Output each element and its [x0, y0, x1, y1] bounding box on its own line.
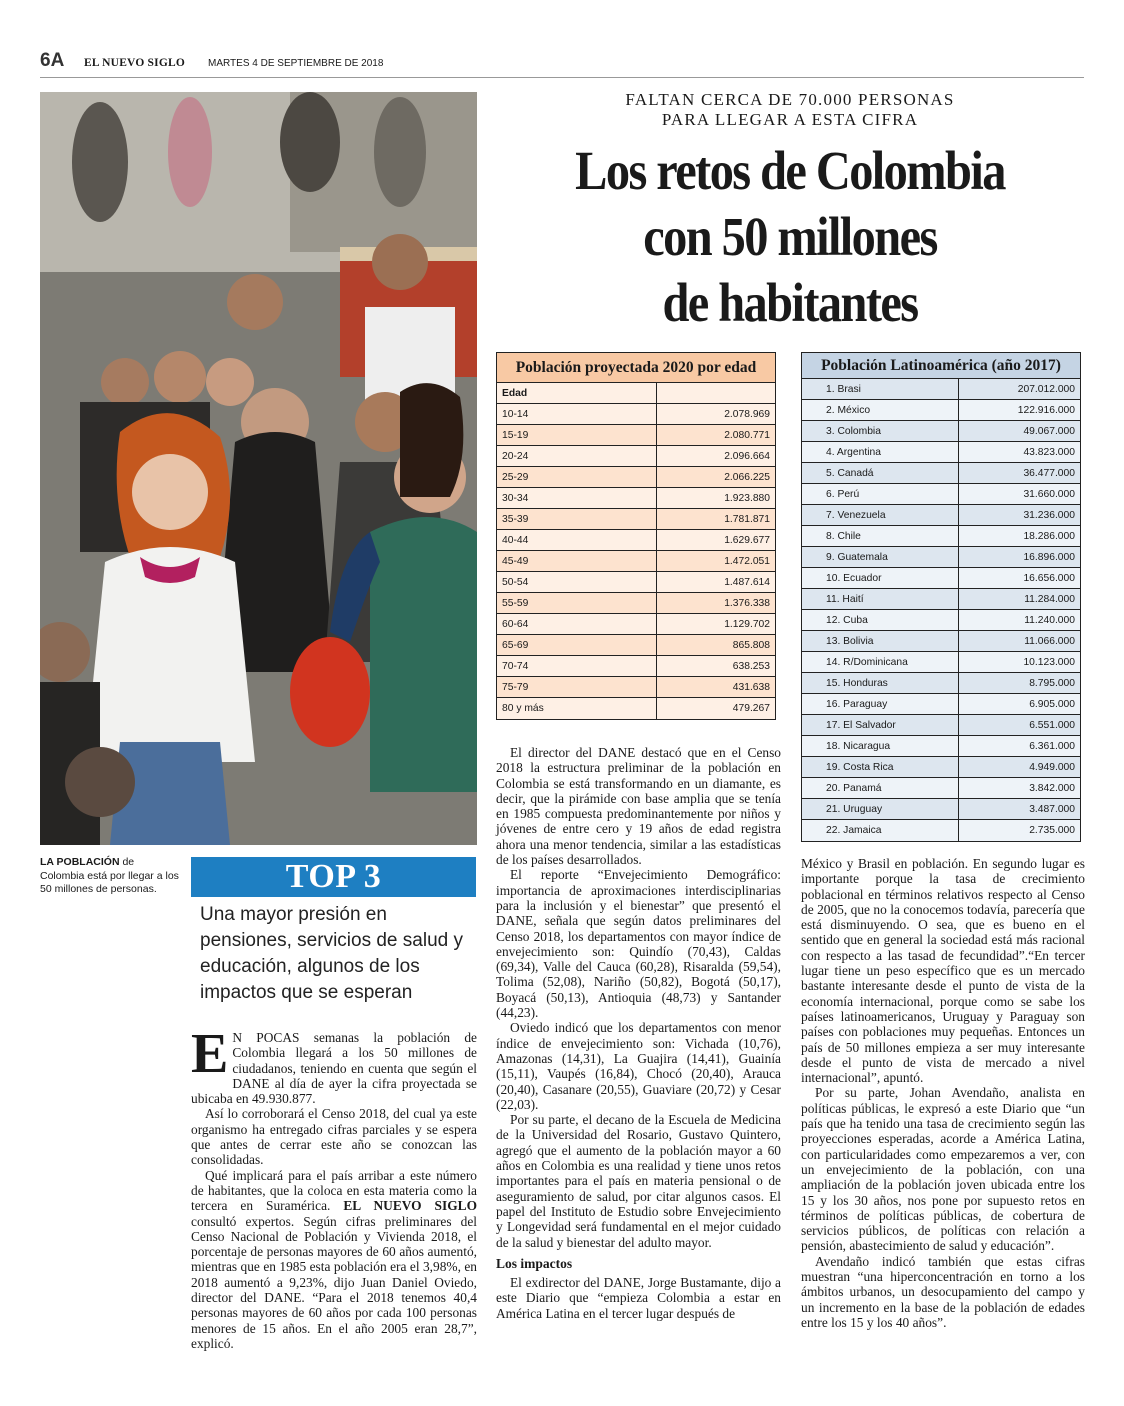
age-table-row: [497, 530, 775, 551]
age-projection-table: [496, 352, 776, 720]
lead-text: semanas la población de Colombia llegará a los 50 millones de ciudadanos, teniendo en cuenta que según el DANE al día de ayer la cifra proyectada se ubicaba en 49.930.877.: [191, 1030, 477, 1107]
kicker-line-2: PARA LLEGAR A ESTA CIFRA: [661, 110, 919, 129]
latam-table-row: [802, 379, 1080, 400]
latam-table-value: 43.823.000: [958, 442, 1080, 462]
latam-table-row: [802, 526, 1080, 547]
age-table-value: 2.096.664: [656, 446, 775, 466]
latam-table-value: 122.916.000: [958, 400, 1080, 420]
age-table-row: [497, 551, 775, 572]
age-table-row: [497, 446, 775, 467]
latam-table-value: 31.660.000: [958, 484, 1080, 504]
age-table-value: 865.808: [656, 635, 775, 655]
paragraph-text: Qué implicará para el país arribar a este número de habitantes, que la coloca en esta materia como la tercera en Suramérica.: [191, 1167, 477, 1214]
age-table-value: 2.066.225: [656, 467, 775, 487]
age-table-label: 25-29: [502, 471, 529, 483]
article-column-1: [191, 1023, 477, 1351]
age-table-row: [497, 425, 775, 446]
latam-table-title: Población Latinoamérica (año 2017): [802, 353, 1080, 379]
latam-table-value: 10.123.000: [958, 652, 1080, 672]
latam-table-value: 6.551.000: [958, 715, 1080, 735]
latam-table-label: 20. Panamá: [826, 782, 882, 794]
latam-table-value: 4.949.000: [958, 757, 1080, 777]
masthead-mention: EL NUEVO SIGLO: [343, 1198, 477, 1214]
latam-table-row: [802, 463, 1080, 484]
latam-table-label: 15. Honduras: [826, 677, 888, 689]
paragraph: El director del DANE destacó que en el Censo 2018 la estructura preliminar de la población en Colombia se está transformando en un diamante, es decir, que la pirámide con base amplia que se tenía en 1985 compuesta predominantemente por niños y jóvenes de entre cero y 19 años de edad registra ahora una menor tendencia, similar a las estadísticas de los países desarrollados.: [496, 745, 781, 868]
age-table-value: 1.376.338: [656, 593, 775, 613]
age-table-label: 60-64: [502, 618, 529, 630]
age-table-value: 431.638: [656, 677, 775, 697]
latam-table-value: 207.012.000: [958, 379, 1080, 399]
paragraph: Oviedo indicó que los departamentos con menor índice de envejecimiento son: Vichada (10,76), Amazonas (14,31), La Guajira (14,41), Guainía (15,11), Vaupés (16,84), Chocó (20,40), Arauca (20,40), Casanare (20,55), Guaviare (20,72) y Cesar (22,03).: [496, 1020, 781, 1112]
kicker-line-1: FALTAN CERCA DE 70.000 PERSONAS: [625, 90, 955, 109]
latam-table-label: 18. Nicaragua: [826, 740, 891, 752]
article-column-3: [801, 856, 1085, 1330]
page-header: [40, 48, 1084, 78]
latam-table-label: 9. Guatemala: [826, 551, 888, 563]
age-table-row: [497, 635, 775, 656]
latam-table-row: [802, 694, 1080, 715]
age-table-value: 2.080.771: [656, 425, 775, 445]
crowd-photo: [40, 92, 477, 845]
latam-table-row: [802, 757, 1080, 778]
latam-table-value: 11.240.000: [958, 610, 1080, 630]
age-table-label: 20-24: [502, 450, 529, 462]
age-table-row: [497, 677, 775, 698]
age-table-header-row: [497, 383, 775, 404]
latam-table-row: [802, 778, 1080, 799]
latam-population-table: [801, 352, 1081, 842]
age-table-label: 45-49: [502, 555, 529, 567]
top3-summary: Una mayor presión en pensiones, servicios de salud y educación, algunos de los impactos que se esperan: [200, 904, 463, 1003]
latam-table-value: 36.477.000: [958, 463, 1080, 483]
latam-table-row: [802, 400, 1080, 421]
latam-table-value: 31.236.000: [958, 505, 1080, 525]
masthead: EL NUEVO SIGLO: [84, 57, 185, 69]
latam-table-row: [802, 589, 1080, 610]
latam-table-row: [802, 715, 1080, 736]
age-table-row: [497, 656, 775, 677]
latam-table-value: 6.905.000: [958, 694, 1080, 714]
latam-table-row: [802, 631, 1080, 652]
latam-table-label: 5. Canadá: [826, 467, 874, 479]
age-table-row: [497, 593, 775, 614]
latam-table-row: [802, 442, 1080, 463]
paragraph: El reporte “Envejecimiento Demográfico: importancia de aproximaciones interdisciplinarias para la inclusión y el bienestar” que presentó el DANE, señala que según datos preliminares del Censo 2018, los departamentos con mayor índice de envejecimiento son: Quindío (70,43), Caldas (69,34), Valle del Cauca (60,28), Risaralda (59,54), Tolima (52,08), Nariño (50,82), Bogotá (50,17), Boyacá (50,13), Antioquia (48,73) y Santander (44,23).: [496, 867, 781, 1021]
age-table-row: [497, 404, 775, 425]
age-table-label: 65-69: [502, 639, 529, 651]
paragraph: Por su parte, el decano de la Escuela de Medicina de la Universidad del Rosario, Gustavo Quintero, agregó que el aumento de la población mayor a 60 años en Colombia es una realidad y tiene unos retos importantes para el país en materia pensional o de aseguramiento de salud, por citar algunos casos. El papel del Instituto de Estudio sobre Envejecimiento y Longevidad será fundamental en el mejor cuidado de la salud y bienestar del adulto mayor.: [496, 1112, 781, 1250]
latam-table-value: 6.361.000: [958, 736, 1080, 756]
age-table-value: 2.078.969: [656, 404, 775, 424]
paragraph: Así lo corroborará el Censo 2018, del cual ya este organismo ha entregado cifras parciales y se espera que antes de cerrar este año se conozcan las consolidadas.: [191, 1106, 477, 1168]
paragraph: [191, 1023, 477, 1107]
latam-table-label: 21. Uruguay: [826, 803, 883, 815]
headline: [535, 138, 1045, 336]
age-table-label: 75-79: [502, 681, 529, 693]
latam-table-row: [802, 421, 1080, 442]
subheading: Los impactos: [496, 1255, 573, 1271]
age-table-value: 1.487.614: [656, 572, 775, 592]
age-table-label: 70-74: [502, 660, 529, 672]
latam-table-label: 22. Jamaica: [826, 825, 882, 836]
age-table-row: [497, 509, 775, 530]
dateline: MARTES 4 DE SEPTIEMBRE DE 2018: [208, 58, 384, 69]
age-table-row: [497, 488, 775, 509]
latam-table-label: 12. Cuba: [826, 614, 868, 626]
latam-table-label: 19. Costa Rica: [826, 761, 894, 773]
latam-table-value: 11.284.000: [958, 589, 1080, 609]
paragraph: México y Brasil en población. En segundo lugar es importante porque la tasa de crecimiento poblacional en términos relativos respecto al Censo de 2005, que no la conocemos todavía, parecería que está disminuyendo. O sea, que es bueno en el sentido que en general la sociedad está más racional con respecto a las tasad de fecundidad”.“En tercer lugar tiene un peso específico que es un mercado bastante interesante desde el punto de vista de la economía internacional, porque como se sabe los países latinoamericanos, Uruguay y Paraguay son países con poblaciones muy pequeñas. Entonces un país de 50 millones empieza a ser muy interesante desde el punto de vista de mercado a nivel internacional”, apuntó.: [801, 856, 1085, 1086]
age-table-label: 50-54: [502, 576, 529, 588]
age-table-label: 40-44: [502, 534, 529, 546]
latam-table-label: 14. R/Dominicana: [826, 656, 908, 668]
latam-table-row: [802, 547, 1080, 568]
headline-line-2: con 50 millones: [643, 206, 937, 267]
latam-table-value: 49.067.000: [958, 421, 1080, 441]
age-table-value: 1.629.677: [656, 530, 775, 550]
age-table-title: Población proyectada 2020 por edad: [497, 353, 775, 383]
age-table-row: [497, 698, 775, 719]
crowd-photo-illustration: [40, 92, 477, 845]
page-number: 6A: [40, 50, 65, 71]
age-table-label: 10-14: [502, 408, 529, 420]
latam-table-label: 7. Venezuela: [826, 509, 886, 521]
latam-table-label: 10. Ecuador: [826, 572, 882, 584]
latam-table-label: 3. Colombia: [826, 425, 881, 437]
lead-caps: N POCAS: [232, 1030, 300, 1045]
latam-table-label: 2. México: [826, 404, 871, 416]
top3-banner: TOP 3: [191, 857, 476, 897]
caption-text: de Colombia está por llegar a los 50 millones de personas.: [40, 856, 179, 895]
latam-table-label: 13. Bolivia: [826, 635, 874, 647]
drop-cap: E: [191, 1023, 229, 1085]
latam-table-label: 11. Haití: [826, 593, 864, 605]
age-table-row: [497, 467, 775, 488]
latam-table-row: [802, 652, 1080, 673]
latam-table-row: [802, 484, 1080, 505]
headline-line-1: Los retos de Colombia: [575, 140, 1005, 201]
latam-table-value: 8.795.000: [958, 673, 1080, 693]
latam-table-row: [802, 505, 1080, 526]
latam-table-value: 16.656.000: [958, 568, 1080, 588]
paragraph: Avendaño indicó también que estas cifras muestran “una hiperconcentración en torno a los ámbitos urbanos, un desocupamiento del campo y un incremento en la base de la población de edades entre los 15 y los 40 años”.: [801, 1253, 1085, 1330]
paragraph-text: consultó expertos. Según cifras preliminares del Censo Nacional de Población y Vivienda 2018, el porcentaje de personas mayores de 60 años aumentó, mientras que en 1985 esta población era el 3,98%, en 2018 aumentó a 9,23%, dijo Juan Daniel Oviedo, director del DANE. “Para el 2018 tenemos 40,4 personas mayores de 60 años por cada 100 personas menores de 15 años. En el año 2005 eran 28,7”, explicó.: [191, 1213, 477, 1351]
kicker: [490, 90, 1090, 130]
age-table-label: 55-59: [502, 597, 529, 609]
latam-table-value: 18.286.000: [958, 526, 1080, 546]
paragraph: Por su parte, Johan Avendaño, analista en políticas públicas, le expresó a este Diario que “un país que ha tenido una tasa de crecimiento según las proyecciones esperadas, acorde a América Latina, con particularidades como empezaremos a ver, con un envejecimiento de la población, con una ampliación de la población joven ubicada entre los 15 y los 30 años, nos pone por supuesto retos en términos de políticas públicas, de cobertura de servicios públicos, de políticas con relación a pensión, abastecimiento de salud y educación”.: [801, 1085, 1085, 1254]
latam-table-label: 4. Argentina: [826, 446, 881, 458]
paragraph: El exdirector del DANE, Jorge Bustamante, dijo a este Diario que “empieza Colombia a estar en América Latina en el tercer lugar después de: [496, 1275, 781, 1321]
latam-table-row: [802, 673, 1080, 694]
age-table-label: 15-19: [502, 429, 529, 441]
age-table-label: 80 y más: [502, 703, 544, 714]
latam-table-label: 6. Perú: [826, 488, 860, 500]
headline-line-3: de habitantes: [662, 272, 918, 333]
latam-table-label: 16. Paraguay: [826, 698, 888, 710]
latam-table-value: 3.842.000: [958, 778, 1080, 798]
age-table-value: 479.267: [656, 698, 775, 719]
latam-table-label: 17. El Salvador: [826, 719, 896, 731]
age-table-label: 35-39: [502, 513, 529, 525]
photo-caption: [40, 856, 180, 897]
latam-table-label: 8. Chile: [826, 530, 861, 542]
age-table-row: [497, 572, 775, 593]
article-column-2: [496, 745, 781, 1321]
latam-table-value: 3.487.000: [958, 799, 1080, 819]
latam-table-label: 1. Brasi: [826, 383, 861, 395]
age-table-value: 1.129.702: [656, 614, 775, 634]
latam-table-value: 2.735.000: [958, 820, 1080, 841]
age-table-value: 1.781.871: [656, 509, 775, 529]
latam-table-row: [802, 799, 1080, 820]
latam-table-row: [802, 820, 1080, 841]
caption-lead: LA POBLACIÓN: [40, 856, 120, 868]
age-table-label: 30-34: [502, 492, 529, 504]
age-table-row: [497, 614, 775, 635]
latam-table-row: [802, 736, 1080, 757]
age-table-value: 638.253: [656, 656, 775, 676]
latam-table-value: 16.896.000: [958, 547, 1080, 567]
age-table-value: 1.472.051: [656, 551, 775, 571]
latam-table-value: 11.066.000: [958, 631, 1080, 651]
paragraph: [191, 1168, 477, 1352]
age-column-header: Edad: [502, 387, 528, 399]
age-value-header: [656, 383, 775, 403]
latam-table-row: [802, 610, 1080, 631]
latam-table-row: [802, 568, 1080, 589]
age-table-value: 1.923.880: [656, 488, 775, 508]
